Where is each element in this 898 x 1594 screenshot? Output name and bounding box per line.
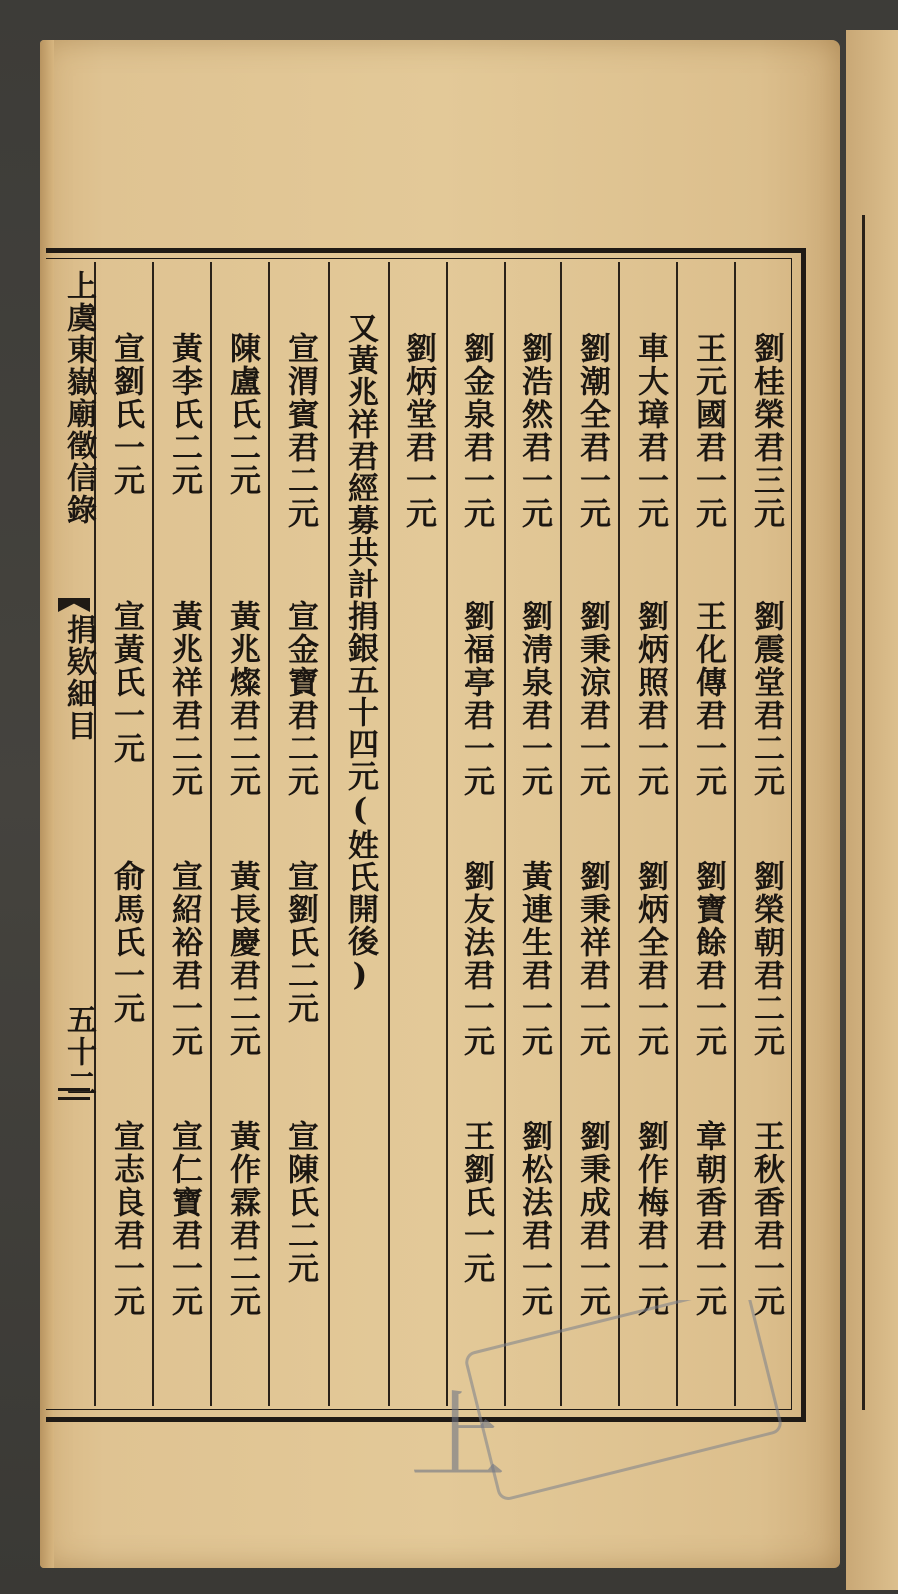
donor-entry: 車大璋君一元: [632, 332, 668, 530]
donor-entry: 劉淸泉君一元: [516, 600, 552, 798]
donor-entry: 陳盧氏二元: [224, 332, 260, 497]
donor-entry: 劉福亭君一元: [458, 600, 494, 798]
column-rule: [560, 262, 562, 1406]
page-number: 五十二: [61, 1004, 96, 1100]
column-rule: [734, 262, 736, 1406]
summary-entry: 又黃兆祥君經募共計捐銀五十四元(姓氏開後): [342, 312, 378, 994]
column-rule: [328, 262, 330, 1406]
donor-entry: 俞馬氏一元: [108, 860, 144, 1025]
donor-entry: 劉炳全君一元: [632, 860, 668, 1058]
section-title: 捐欵細目: [61, 614, 96, 742]
donor-entry: 王元國君一元: [690, 332, 726, 530]
donor-entry: 黃作霖君二元: [224, 1120, 260, 1318]
donor-entry: 黃兆祥君二元: [166, 600, 202, 798]
page-margin: [52, 262, 94, 1406]
donor-entry: 黃兆燦君二元: [224, 600, 260, 798]
donor-entry: 宣劉氏二元: [282, 860, 318, 1025]
adjacent-page-frame: [862, 215, 898, 1410]
donor-entry: 劉寶餘君一元: [690, 860, 726, 1058]
column-rule: [152, 262, 154, 1406]
donor-entry: 劉震堂君二元: [748, 600, 784, 798]
donor-entry: 宣陳氏二元: [282, 1120, 318, 1285]
donor-entry: 劉作梅君一元: [632, 1120, 668, 1318]
donor-entry: 宣渭賓君二元: [282, 332, 318, 530]
book-title: 上虞東嶽廟徵信錄: [61, 270, 96, 526]
donor-entry: 劉炳堂君一元: [400, 332, 436, 530]
donor-entry: 劉松法君一元: [516, 1120, 552, 1318]
column-rule: [388, 262, 390, 1406]
donor-entry: 黃連生君一元: [516, 860, 552, 1058]
stamp-character: 上: [410, 1381, 506, 1493]
donor-entry: 劉浩然君一元: [516, 332, 552, 530]
donor-entry: 宣黃氏一元: [108, 600, 144, 765]
donor-entry: 劉桂榮君三元: [748, 332, 784, 530]
donor-entry: 劉友法君一元: [458, 860, 494, 1058]
donor-entry: 宣金寶君二元: [282, 600, 318, 798]
donor-entry: 劉秉涼君一元: [574, 600, 610, 798]
donor-entry: 劉秉成君一元: [574, 1120, 610, 1318]
donor-entry: 王化傳君一元: [690, 600, 726, 798]
column-rule: [268, 262, 270, 1406]
donor-entry: 黃長慶君二元: [224, 860, 260, 1058]
column-rule: [618, 262, 620, 1406]
column-rule: [210, 262, 212, 1406]
donor-entry: 王秋香君一元: [748, 1120, 784, 1318]
donor-entry: 王劉氏一元: [458, 1120, 494, 1285]
donor-entry: 劉秉祥君一元: [574, 860, 610, 1058]
donor-entry: 劉金泉君一元: [458, 332, 494, 530]
donor-entry: 宣仁寶君一元: [166, 1120, 202, 1318]
donor-entry: 劉榮朝君二元: [748, 860, 784, 1058]
donor-entry: 宣劉氏一元: [108, 332, 144, 497]
fish-tail-mark-lower: [58, 1088, 90, 1100]
donor-entry: 宣紹裕君一元: [166, 860, 202, 1058]
donor-entry: 章朝香君一元: [690, 1120, 726, 1318]
column-rule: [446, 262, 448, 1406]
donor-entry: 宣志良君一元: [108, 1120, 144, 1318]
donor-entry: 劉炳照君一元: [632, 600, 668, 798]
donor-entry: 黃李氏二元: [166, 332, 202, 497]
column-rule: [676, 262, 678, 1406]
column-rule: [504, 262, 506, 1406]
donor-entry: 劉潮全君一元: [574, 332, 610, 530]
